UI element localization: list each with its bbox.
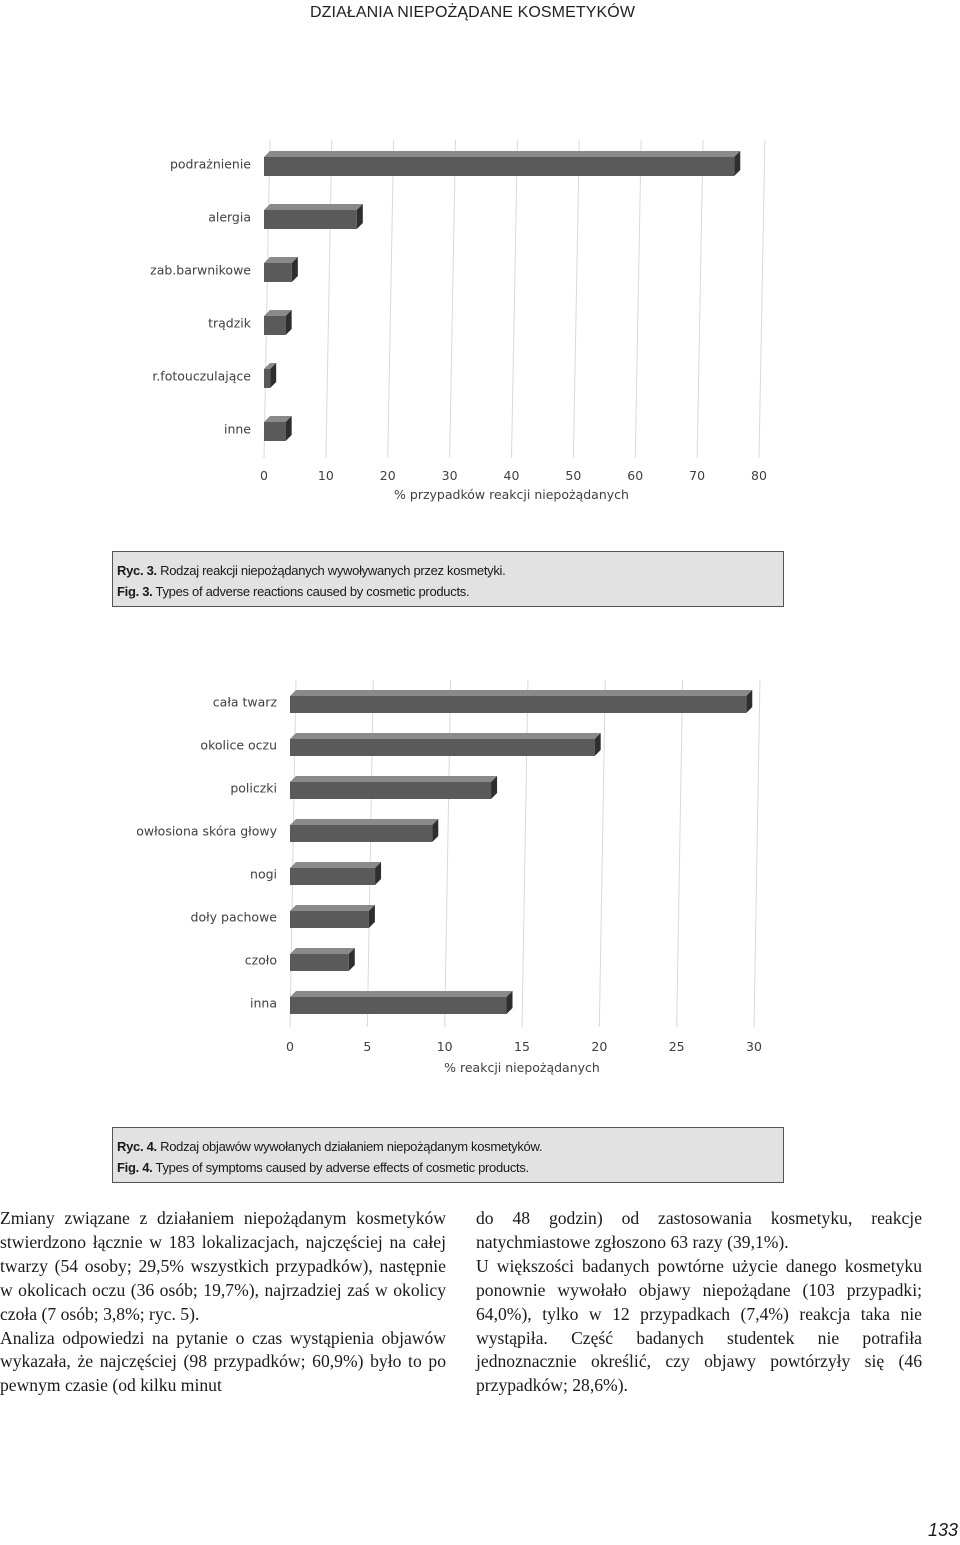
bar bbox=[290, 991, 513, 1014]
bar bbox=[290, 948, 355, 971]
gridline bbox=[522, 680, 528, 1027]
tick-label: 5 bbox=[363, 1039, 372, 1054]
caption-label: Fig. 3. bbox=[117, 584, 153, 599]
tick-label: 30 bbox=[441, 468, 458, 483]
paragraph: Zmiany związane z działaniem niepożądanym kosmetyków stwierdzono łącznie w 183 lokalizacjach, najczęściej na całej twarzy (54 osoby; 29,5% wszystkich przypadków), następnie w okolicach oczu (36 osób; 19,7%), najrzadziej zaś w okolicy czoła (7 osób; 3,8%; ryc. 5). bbox=[0, 1208, 446, 1324]
category-label: doły pachowe bbox=[190, 909, 277, 925]
x-axis-title: % reakcji niepożądanych bbox=[444, 1060, 600, 1075]
category-label: owłosiona skóra głowy bbox=[136, 823, 277, 839]
bar bbox=[290, 733, 601, 756]
gridline bbox=[754, 680, 760, 1027]
gridline bbox=[264, 140, 270, 458]
gridline bbox=[573, 140, 579, 458]
bar bbox=[290, 862, 381, 885]
bar bbox=[264, 204, 363, 229]
tick-label: 10 bbox=[317, 468, 334, 483]
x-axis-title: % przypadków reakcji niepożądanych bbox=[394, 487, 629, 502]
gridline bbox=[697, 140, 703, 458]
gridline bbox=[512, 140, 518, 458]
tick-label: 10 bbox=[436, 1039, 453, 1054]
caption-label: Ryc. 4. bbox=[117, 1139, 157, 1154]
tick-label: 40 bbox=[503, 468, 520, 483]
caption-label: Fig. 4. bbox=[117, 1160, 153, 1175]
running-title: DZIAŁANIA NIEPOŻĄDANE KOSMETYKÓW bbox=[310, 4, 636, 21]
category-label: alergia bbox=[208, 209, 251, 225]
caption-pl bbox=[117, 560, 783, 581]
category-label: podrażnienie bbox=[169, 156, 251, 172]
category-label: trądzik bbox=[208, 315, 251, 331]
body-column-left bbox=[0, 1207, 446, 1398]
caption-text: Rodzaj reakcji niepożądanych wywoływanych przez kosmetyki. bbox=[160, 563, 506, 578]
gridline bbox=[635, 140, 641, 458]
gridline bbox=[290, 680, 296, 1027]
bar bbox=[290, 690, 752, 713]
figure-3-caption bbox=[112, 551, 784, 607]
category-label: okolice oczu bbox=[200, 737, 277, 753]
bar bbox=[290, 776, 497, 799]
tick-label: 20 bbox=[591, 1039, 608, 1054]
body-column-right bbox=[476, 1207, 922, 1398]
category-label: czoło bbox=[244, 952, 277, 968]
caption-label: Ryc. 3. bbox=[117, 563, 157, 578]
bar bbox=[290, 905, 375, 928]
gridline bbox=[450, 140, 456, 458]
paragraph: do 48 godzin) od zastosowania kosmetyku, reakcje natychmiastowe zgłoszono 63 razy (39,1%). bbox=[476, 1208, 922, 1252]
tick-label: 0 bbox=[260, 468, 268, 483]
bar bbox=[290, 819, 438, 842]
gridline bbox=[759, 140, 765, 458]
caption-en bbox=[117, 581, 783, 602]
caption-text: Types of symptoms caused by adverse effects of cosmetic products. bbox=[155, 1160, 529, 1175]
chart-adverse-reaction-types bbox=[0, 140, 960, 520]
category-label: nogi bbox=[250, 866, 277, 882]
figure-4-caption bbox=[112, 1127, 784, 1183]
caption-text: Rodzaj objawów wywołanych działaniem niepożądanym kosmetyków. bbox=[160, 1139, 543, 1154]
bar bbox=[264, 310, 292, 335]
tick-label: 30 bbox=[746, 1039, 762, 1054]
gridline bbox=[445, 680, 451, 1027]
category-label: policzki bbox=[230, 780, 277, 796]
tick-label: 25 bbox=[668, 1039, 685, 1054]
tick-label: 70 bbox=[689, 468, 706, 483]
gridline bbox=[599, 680, 605, 1027]
paragraph: U większości badanych powtórne użycie danego kosmetyku ponownie wywołało objawy niepożądane (103 przypadki; 64,0%), tylko w 12 przypadkach (7,4%) reakcja taka nie wystąpiła. Część badanych studentek nie potrafiła jednoznacznie określić, czy objawy powtórzyły się (46 przypadków; 28,6%). bbox=[476, 1255, 922, 1396]
tick-label: 20 bbox=[379, 468, 396, 483]
bar bbox=[264, 151, 740, 176]
tick-label: 15 bbox=[514, 1039, 530, 1054]
category-label: cała twarz bbox=[212, 694, 277, 710]
tick-label: 50 bbox=[565, 468, 582, 483]
bar bbox=[264, 416, 292, 441]
category-label: r.fotouczulające bbox=[152, 368, 251, 384]
gridline bbox=[367, 680, 373, 1027]
gridline bbox=[677, 680, 683, 1027]
category-label: zab.barwnikowe bbox=[150, 262, 251, 278]
page-number: 133 bbox=[927, 1520, 958, 1540]
bar bbox=[264, 257, 298, 282]
chart-symptom-locations bbox=[0, 680, 960, 1090]
category-label: inne bbox=[223, 421, 251, 437]
gridline bbox=[388, 140, 394, 458]
caption-pl bbox=[117, 1136, 783, 1157]
gridline bbox=[326, 140, 332, 458]
tick-label: 60 bbox=[627, 468, 644, 483]
tick-label: 0 bbox=[286, 1039, 294, 1054]
caption-text: Types of adverse reactions caused by cosmetic products. bbox=[155, 584, 470, 599]
tick-label: 80 bbox=[751, 468, 767, 483]
category-label: inna bbox=[250, 995, 277, 1011]
caption-en bbox=[117, 1157, 783, 1178]
paragraph: Analiza odpowiedzi na pytanie o czas wystąpienia objawów wykazała, że najczęściej (98 przypadków; 60,9%) było to po pewnym czasie (od kilku minut bbox=[0, 1327, 446, 1396]
